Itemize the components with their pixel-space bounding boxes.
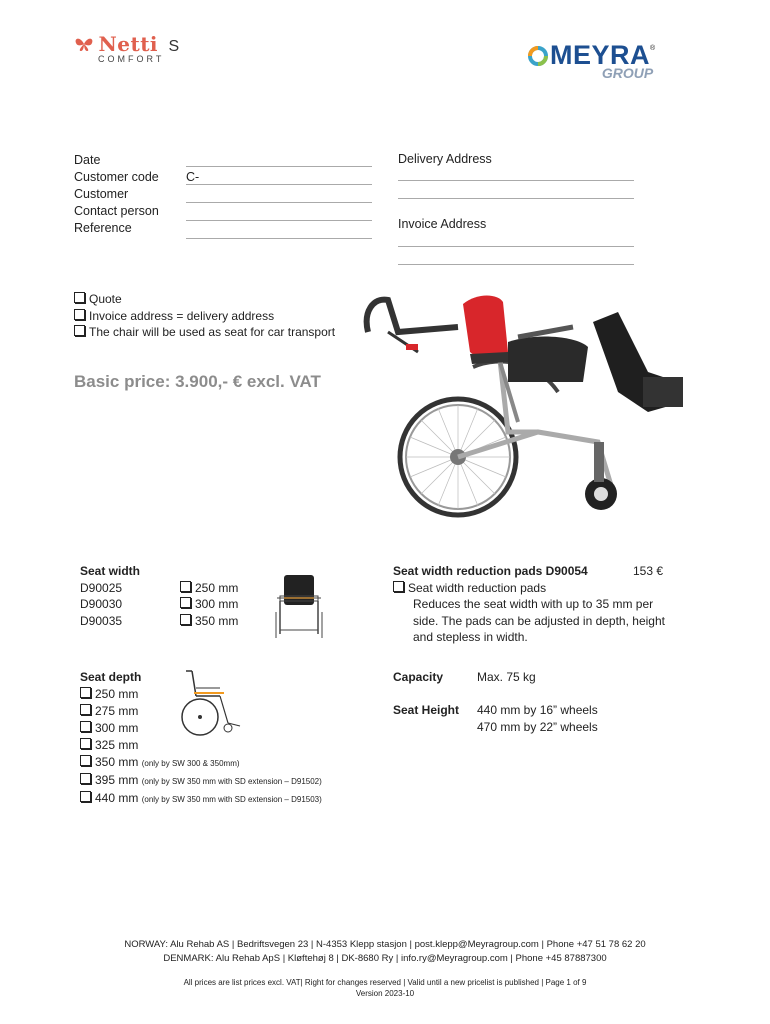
seat-depth-option[interactable] [80,790,322,808]
seat-depth-size: 350 mm [95,755,139,769]
date-label: Date [74,153,101,167]
meyra-ring-icon [527,45,549,67]
checkbox-icon[interactable] [180,581,191,592]
reduction-pads-desc: side. The pads can be adjusted in depth, height [413,613,665,628]
checkbox-icon[interactable] [80,704,91,715]
capacity-value: Max. 75 kg [477,670,536,684]
contact-person-field[interactable] [186,206,372,221]
seat-depth-option[interactable] [80,772,322,790]
netti-brand: Netti [98,32,159,56]
checkbox-icon[interactable] [80,721,91,732]
checkbox-icon[interactable] [74,325,85,336]
netti-suffix: S [168,38,180,55]
order-form-labels [74,152,159,237]
seat-width-option[interactable] [180,580,238,597]
customer-field[interactable] [186,188,372,203]
invoice-address-line-1[interactable] [398,232,634,247]
checkbox-icon[interactable] [80,791,91,802]
seat-width-section [80,563,238,629]
delivery-address-line-1[interactable] [398,166,634,181]
seat-height-value: 470 mm by 22” wheels [477,719,598,734]
footer-norway: NORWAY: Alu Rehab AS | Bedriftsvegen 23 | N-4353 Klepp stasjon | post.klepp@Meyragroup.com | Phone +47 51 78 62 20 [124,939,646,950]
seat-width-size: 300 mm [195,597,239,611]
seat-width-diagram [272,572,326,640]
netti-logo [74,32,179,64]
seat-width-code: D90030 [80,597,123,611]
seat-width-option[interactable] [180,596,238,613]
seat-depth-size: 275 mm [95,704,139,718]
footer-denmark: DENMARK: Alu Rehab ApS | Kløftehøj 8 | DK-8680 Ry | info.ry@Meyragroup.com | Phone +45 87887300 [163,953,607,964]
customer-code-prefix: C- [186,170,200,184]
same-address-label: Invoice address = delivery address [89,308,275,323]
checkbox-icon[interactable] [180,597,191,608]
wheelchair-image [358,282,688,518]
checkbox-icon[interactable] [80,773,91,784]
seat-depth-option[interactable] [80,737,322,754]
reference-label: Reference [74,221,132,235]
capacity-label: Capacity [393,670,444,684]
invoice-address-line-2[interactable] [398,250,634,265]
customer-code-label: Customer code [74,170,159,184]
seat-depth-option[interactable] [80,754,322,772]
checkbox-icon[interactable] [180,614,191,625]
customer-code-field[interactable] [186,170,372,185]
seat-depth-note: (only by SW 350 mm with SD extension – D91503) [141,795,322,804]
reduction-pads-label: Seat width reduction pads [408,580,547,595]
seat-height-section [393,702,598,735]
meyra-brand: MEYRA [550,40,651,70]
checkbox-icon[interactable] [80,687,91,698]
order-options [74,291,335,341]
delivery-address-line-2[interactable] [398,184,634,199]
reduction-pads-section [393,563,693,646]
basic-price: Basic price: 3.900,- € excl. VAT [74,372,321,391]
order-form-fields [186,152,372,239]
seat-depth-size: 395 mm [95,773,139,787]
seat-width-title: Seat width [80,564,141,578]
seat-depth-note: (only by SW 350 mm with SD extension – D91502) [141,777,322,786]
seat-height-label: Seat Height [393,703,460,717]
contact-person-label: Contact person [74,204,159,218]
reduction-pads-price: 153 € [632,564,663,578]
seat-width-size: 250 mm [195,580,239,595]
seat-depth-note: (only by SW 300 & 350mm) [141,759,240,768]
checkbox-icon[interactable] [80,738,91,749]
seat-width-code: D90025 [80,580,123,595]
seat-depth-title: Seat depth [80,670,142,684]
checkbox-icon[interactable] [74,309,85,320]
checkbox-icon[interactable] [393,581,404,592]
footer-version: Version 2023-10 [355,989,415,998]
seat-depth-size: 300 mm [95,721,139,735]
quote-option[interactable] [74,291,335,308]
reduction-pads-desc: Reduces the seat width with up to 35 mm per [413,597,654,611]
netti-subtitle: COMFORT [98,54,165,64]
capacity-section [393,669,536,686]
car-transport-label: The chair will be used as seat for car transport [89,325,336,339]
meyra-group: GROUP [601,65,654,81]
seat-depth-diagram [178,668,248,738]
reduction-pads-desc: and stepless in width. [413,630,528,644]
seat-depth-size: 325 mm [95,738,139,752]
seat-depth-size: 440 mm [95,791,139,805]
butterfly-icon [74,36,94,52]
reduction-pads-option[interactable] [393,580,693,597]
date-field[interactable] [186,152,372,167]
car-transport-option[interactable] [74,324,335,341]
seat-depth-size: 250 mm [95,687,139,701]
reference-field[interactable] [186,224,372,239]
seat-height-value: 440 mm by 16” wheels [477,703,598,717]
same-address-option[interactable] [74,308,335,325]
quote-label: Quote [89,292,122,306]
checkbox-icon[interactable] [74,292,85,303]
meyra-logo: MEYRA ® GROUP [527,40,655,81]
invoice-address-label: Invoice Address [398,217,487,231]
checkbox-icon[interactable] [80,755,91,766]
footer-legal: All prices are list prices excl. VAT| Right for changes reserved | Valid until a new pricelist is published | Page 1 of 9 [183,978,587,987]
seat-width-option[interactable] [180,613,238,630]
seat-width-code: D90035 [80,613,123,628]
customer-label: Customer [74,187,129,201]
seat-width-size: 350 mm [195,613,239,628]
delivery-address-label: Delivery Address [398,152,492,166]
reduction-pads-title: Seat width reduction pads D90054 [393,564,588,578]
